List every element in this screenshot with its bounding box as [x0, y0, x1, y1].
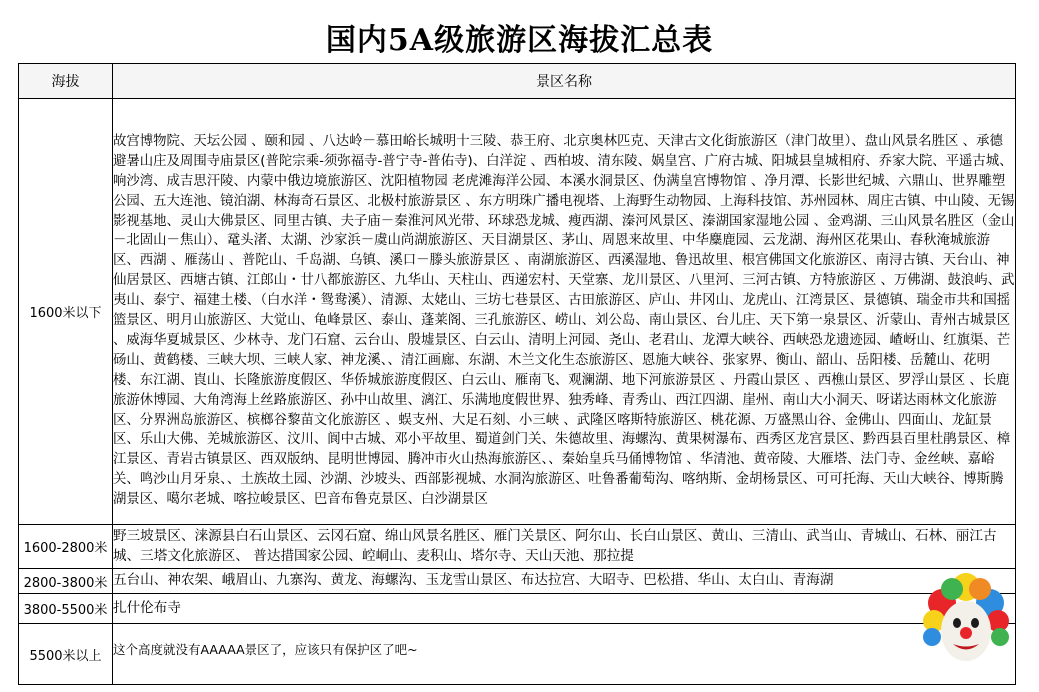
scenic-names-cell: 野三坡景区、涞源县白石山景区、云冈石窟、绵山风景名胜区、雁门关景区、阿尔山、长白山景区、黄山、三清山、武当山、青城山、石林、丽江古城、三塔文化旅游区、 普达措国家公园、崆峒山、麦积山、塔尔寺、天山天池、那拉提 [113, 525, 1016, 569]
altitude-cell: 2800-3800米 [19, 569, 113, 594]
table-header-row [19, 64, 1016, 99]
scenic-names-cell: 扎什伦布寺 [113, 594, 1016, 624]
altitude-cell: 3800-5500米 [19, 594, 113, 624]
altitude-cell: 1600-2800米 [19, 525, 113, 569]
header-scenic-names: 景区名称 [113, 64, 1016, 99]
table-row [19, 525, 1016, 569]
table-row [19, 569, 1016, 594]
table-row [19, 594, 1016, 624]
altitude-summary-table [18, 63, 1016, 685]
header-altitude: 海拔 [19, 64, 113, 99]
clown-face-icon [922, 573, 1010, 665]
table-row [19, 99, 1016, 525]
table-row [19, 624, 1016, 685]
scenic-names-cell: 这个高度就没有AAAAA景区了，应该只有保护区了吧~ [113, 624, 1016, 685]
page-title: 国内5A级旅游区海拔汇总表 [325, 23, 714, 58]
altitude-cell: 1600米以下 [19, 99, 113, 525]
altitude-cell: 5500米以上 [19, 624, 113, 685]
scenic-names-cell: 故宫博物院、天坛公园 、颐和园 、八达岭－慕田峪长城明十三陵、恭王府、北京奥林匹克、天津古文化街旅游区（津门故里）、盘山风景名胜区 、承德避暑山庄及周围寺庙景区(普陀宗乘-须弥福寺-普宁寺-普佑寺)、白洋淀 、西柏坡、清东陵、娲皇宫、广府古城、阳城县皇城相府、乔家大院、平遥古城、响沙湾、成吉思汗陵、内蒙中俄边境旅游区、沈阳植物园 老虎滩海洋公园、本溪水洞景区、伪满皇宫博物馆 、净月潭、长影世纪城、六鼎山、世界雕塑公园、五大连池、镜泊湖、林海奇石景区、北极村旅游景区 、东方明珠广播电视塔、上海野生动物园、上海科技馆、苏州园林、周庄古镇、中山陵、无锡影视基地、灵山大佛景区、同里古镇、夫子庙－秦淮河风光带、环球恐龙城、瘦西湖、溱河风景区、溱湖国家湿地公园 、金鸡湖、三山风景名胜区（金山－北固山－焦山）、鼋头渚、太湖、沙家浜－虞山尚湖旅游区、天目湖景区、茅山、周恩来故里、中华麋鹿园、云龙湖、海州区花果山、春秋淹城旅游区、西湖 、雁荡山 、普陀山、千岛湖、乌镇、溪口－滕头旅游景区 、南湖旅游区、西溪湿地、鲁迅故里、根宫佛国文化旅游区、南浔古镇、天台山、神仙居景区、西塘古镇、江郎山・廿八都旅游区、九华山、天柱山、西递宏村、天堂寨、龙川景区、八里河、三河古镇、方特旅游区 、万佛湖、鼓浪屿、武夷山、泰宁、福建土楼、（白水洋・鸳鸯溪）、清源、太姥山、三坊七巷景区、古田旅游区、庐山、井冈山、龙虎山、江湾景区、景德镇、瑞金市共和国摇篮景区、明月山旅游区、大觉山、龟峰景区、泰山、蓬莱阁、三孔旅游区、崂山、刘公岛、南山景区、台儿庄、天下第一泉景区、沂蒙山、青州古城景区 、威海华夏城景区、少林寺、龙门石窟、云台山、殷墟景区、白云山、清明上河园、尧山、老君山、龙潭大峡谷、西峡恐龙遗迹园、嵖岈山、红旗渠、芒砀山、黄鹤楼、三峡大坝、三峡人家、神龙溪、、清江画廊、东湖、木兰文化生态旅游区、恩施大峡谷、张家界、衡山、韶山、岳阳楼、岳麓山、花明楼、东江湖、崀山、长隆旅游度假区、华侨城旅游度假区、白云山、雁南飞、观澜湖、地下河旅游景区 、丹霞山景区 、西樵山景区、罗浮山景区 、长鹿旅游休博园、大角湾海上丝路旅游区、孙中山故里、漓江、乐满地度假世界、独秀峰、青秀山、西江四湖、崖州、南山大小洞天、呀诺达雨林文化旅游区、分界洲岛旅游区、槟榔谷黎苗文化旅游区 、蜈支州、大足石刻、小三峡 、武隆区喀斯特旅游区、桃花源、万盛黑山谷、金佛山、四面山、龙缸景区、乐山大佛、羌城旅游区、汶川、阆中古城、邓小平故里、蜀道剑门关、朱德故里、海螺沟、黄果树瀑布、西秀区龙宫景区、黔西县百里杜鹃景区、樟江景区、青岩古镇景区、西双版纳、昆明世博园、腾冲市火山热海旅游区、、秦始皇兵马俑博物馆 、华清池、黄帝陵、大雁塔、法门寺、金丝峡、嘉峪关、鸣沙山月牙泉、、土族故土园、沙湖、沙坡头、西部影视城、水洞沟旅游区、吐鲁番葡萄沟、喀纳斯、金胡杨景区、可可托海、天山大峡谷、博斯腾湖景区、噶尔老城、喀拉峻景区、巴音布鲁克景区、白沙湖景区 [113, 99, 1016, 525]
clown-nose [960, 627, 972, 639]
scenic-names-cell: 五台山、神农架、峨眉山、九寨沟、黄龙、海螺沟、玉龙雪山景区、布达拉宫、大昭寺、巴松措、华山、太白山、青海湖 [113, 569, 1016, 594]
